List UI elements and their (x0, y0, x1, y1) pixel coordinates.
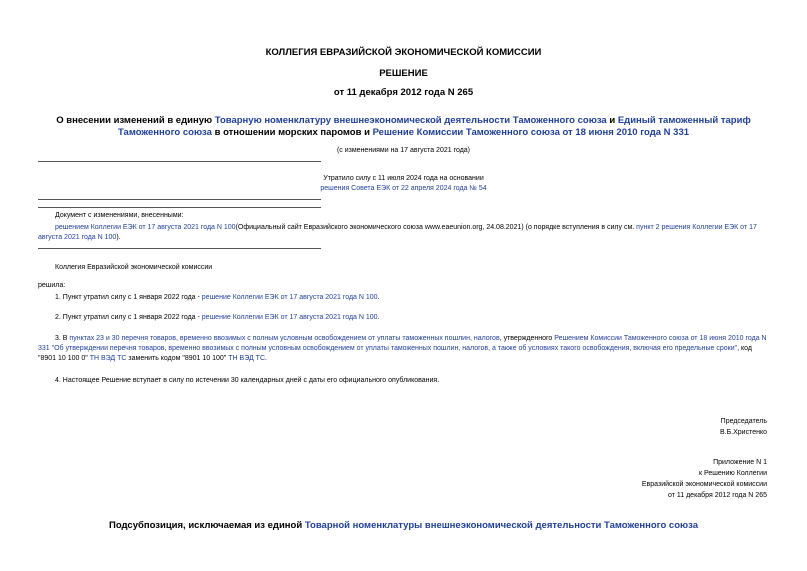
title-text-1: О внесении изменений в единую (56, 115, 215, 126)
subtitle-link[interactable]: Товарной номенклатуры внешнеэкономической деятельности Таможенного союза (304, 520, 698, 531)
p1-text: 1. Пункт утратил силу с 1 января 2022 года - (55, 294, 202, 301)
doc-title (40, 115, 767, 139)
signature-block (720, 416, 767, 438)
p3-link-tnved-1[interactable]: ТН ВЭД ТС (89, 355, 127, 362)
doc-date: от 11 декабря 2012 года N 265 (333, 87, 474, 98)
p3-e: . (265, 355, 267, 362)
p3-b: , утвержденного (499, 335, 555, 342)
title-link-tariff[interactable]: Единый таможенный тариф Таможенного союза (117, 115, 751, 138)
title-text-3: в отношении морских паромов и (211, 127, 373, 138)
changes-heading: Документ с изменениями, внесенными: (55, 212, 184, 219)
title-link-tnved[interactable]: Товарную номенклатуру внешнеэкономической деятельности Таможенного союза (214, 115, 607, 126)
p2-text: 2. Пункт утратил силу с 1 января 2022 года - (55, 314, 202, 321)
paragraph-3 (38, 334, 770, 364)
subtitle-text: Подсубпозиция, исключаемая из единой (109, 520, 305, 531)
repealed-link-wrap (0, 185, 807, 192)
p2-end: . (377, 314, 380, 321)
appendix-line-2: к Решению Коллегии (699, 470, 767, 477)
title-link-decision-331[interactable]: Решение Комиссии Таможенного союза от 18 июня 2010 года N 331 (372, 127, 690, 138)
p3-d: заменить кодом "8901 10 100" (126, 355, 229, 362)
p3-link-decision-331[interactable]: Решением Комиссии Таможенного союза от 18 июня 2010 года N 331 "Об утверждении перечня товаров, временно ввозимых с полным условным освобождением от уплаты таможенных пошлин, налогов, а также об условиях такого освобождения, включая его предельные сроки" (38, 335, 767, 352)
signature-name: В.Б.Христенко (719, 429, 767, 436)
p3-link-points[interactable]: пунктах 23 и 30 перечня товаров, временно ввозимых с полным условным освобождением от уплаты таможенных пошлин, налогов (69, 335, 500, 342)
changes-body (38, 223, 770, 243)
appendix-line-1: Приложение N 1 (713, 459, 767, 466)
changes-text-1: (Официальный сайт Евразийского экономического союза www.eaeunion.org, 24.08.2021) (о порядке вступления в силу см. (235, 224, 637, 231)
appendix-line-4: от 11 декабря 2012 года N 265 (667, 492, 767, 499)
decided-text: решила: (38, 282, 66, 289)
changes-link-point-2[interactable]: пункт 2 решения Коллегии ЕЭК от 17 августа 2021 года N 100 (38, 224, 757, 241)
divider-2 (38, 199, 321, 200)
title-text-2: и (606, 115, 618, 126)
changes-link-decision-100[interactable]: решением Коллегии ЕЭК от 17 августа 2021 года N 100 (55, 224, 236, 231)
paragraph-4: 4. Настоящее Решение вступает в силу по истечении 30 календарных дней с даты его официального опубликования. (55, 377, 440, 384)
divider-3 (38, 207, 321, 208)
paragraph-2 (55, 314, 380, 321)
p3-a: 3. В (55, 335, 70, 342)
divider-1 (38, 161, 321, 162)
appendix-line-3: Евразийской экономической комиссии (641, 481, 767, 488)
appendix-block (642, 457, 767, 501)
intro-text: Коллегия Евразийской экономической комиссии (55, 264, 213, 271)
p1-link[interactable]: решение Коллегии ЕЭК от 17 августа 2021 года N 100 (201, 294, 378, 301)
paragraph-1 (55, 294, 380, 301)
section-subtitle (0, 520, 807, 531)
signature-role: Председатель (720, 418, 767, 425)
p1-end: . (377, 294, 380, 301)
divider-4 (38, 248, 321, 249)
repealed-link[interactable]: решения Совета ЕЭК от 22 апреля 2024 года № 54 (320, 185, 487, 192)
doc-type-heading: РЕШЕНИЕ (379, 68, 428, 79)
repealed-text: Утратило силу с 11 июля 2024 года на основании (323, 175, 484, 182)
p3-link-tnved-2[interactable]: ТН ВЭД ТС (228, 355, 266, 362)
amended-note: (с изменениями на 17 августа 2021 года) (336, 147, 471, 154)
changes-text-2: ). (116, 234, 121, 241)
p2-link[interactable]: решение Коллегии ЕЭК от 17 августа 2021 года N 100 (201, 314, 378, 321)
p3-c: , код "8901 10 100 0" (38, 345, 752, 362)
org-heading: КОЛЛЕГИЯ ЕВРАЗИЙСКОЙ ЭКОНОМИЧЕСКОЙ КОМИССИИ (265, 47, 542, 58)
